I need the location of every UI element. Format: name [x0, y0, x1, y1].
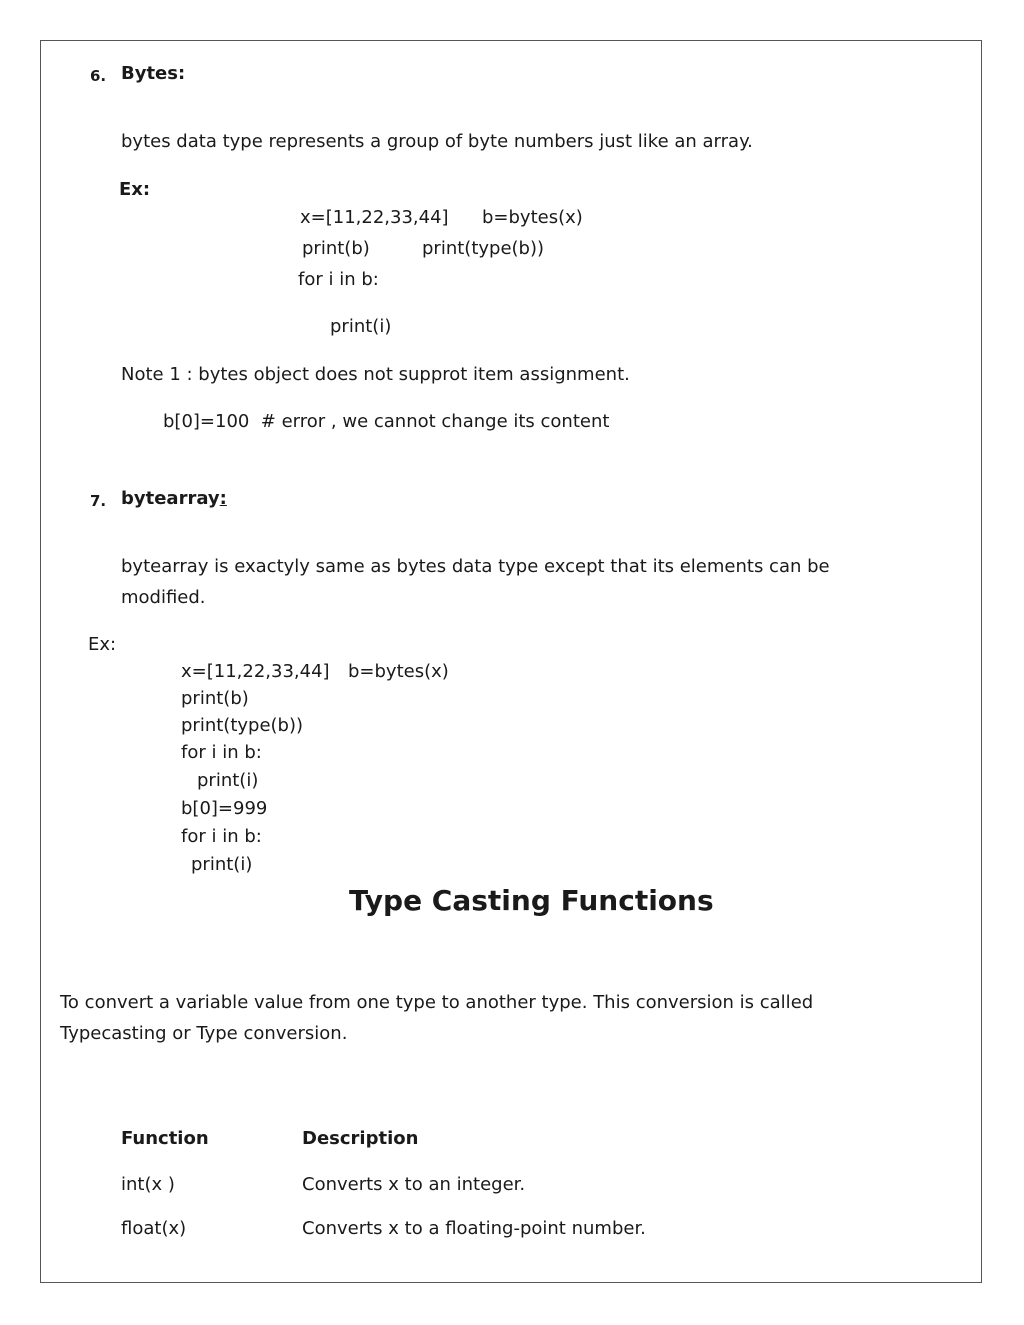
code-line: for i in b: — [181, 826, 262, 847]
code-line: for i in b: — [298, 269, 379, 290]
type-casting-title: Type Casting Functions — [349, 884, 714, 917]
section-6-ex-label: Ex: — [119, 179, 151, 200]
code-line: b=bytes(x) — [348, 661, 449, 682]
section-7-ex-label: Ex: — [88, 634, 117, 655]
section-6-number: 6. — [90, 67, 107, 85]
section-6-heading: Bytes: — [121, 63, 186, 84]
code-line: print(i) — [191, 854, 253, 875]
code-line: x=[11,22,33,44] — [181, 661, 330, 682]
code-line: x=[11,22,33,44] — [300, 207, 449, 228]
section-6-note-code: b[0]=100 # error , we cannot change its content — [163, 411, 610, 432]
code-line: for i in b: — [181, 742, 262, 763]
table-header-function: Function — [121, 1128, 209, 1149]
section-7-description: modified. — [121, 587, 206, 608]
code-line: print(type(b)) — [422, 238, 545, 259]
table-cell-function: float(x) — [121, 1218, 187, 1239]
code-line: print(b) — [302, 238, 370, 259]
section-7-number: 7. — [90, 492, 107, 510]
code-line: b=bytes(x) — [482, 207, 583, 228]
section-7-description: bytearray is exactyly same as bytes data type except that its elements can be — [121, 556, 830, 577]
code-line: print(b) — [181, 688, 249, 709]
type-casting-intro: To convert a variable value from one type to another type. This conversion is called — [60, 992, 814, 1013]
table-cell-description: Converts x to a floating-point number. — [302, 1218, 646, 1239]
type-casting-intro: Typecasting or Type conversion. — [60, 1023, 348, 1044]
section-6-description: bytes data type represents a group of byte numbers just like an array. — [121, 131, 753, 152]
code-line: b[0]=999 — [181, 798, 268, 819]
section-7-heading: bytearray: — [121, 488, 227, 509]
table-header-description: Description — [302, 1128, 419, 1149]
section-6-note: Note 1 : bytes object does not supprot item assignment. — [121, 364, 630, 385]
code-line: print(i) — [330, 316, 392, 337]
code-line: print(i) — [197, 770, 259, 791]
table-cell-description: Converts x to an integer. — [302, 1174, 526, 1195]
code-line: print(type(b)) — [181, 715, 304, 736]
table-cell-function: int(x ) — [121, 1174, 175, 1195]
